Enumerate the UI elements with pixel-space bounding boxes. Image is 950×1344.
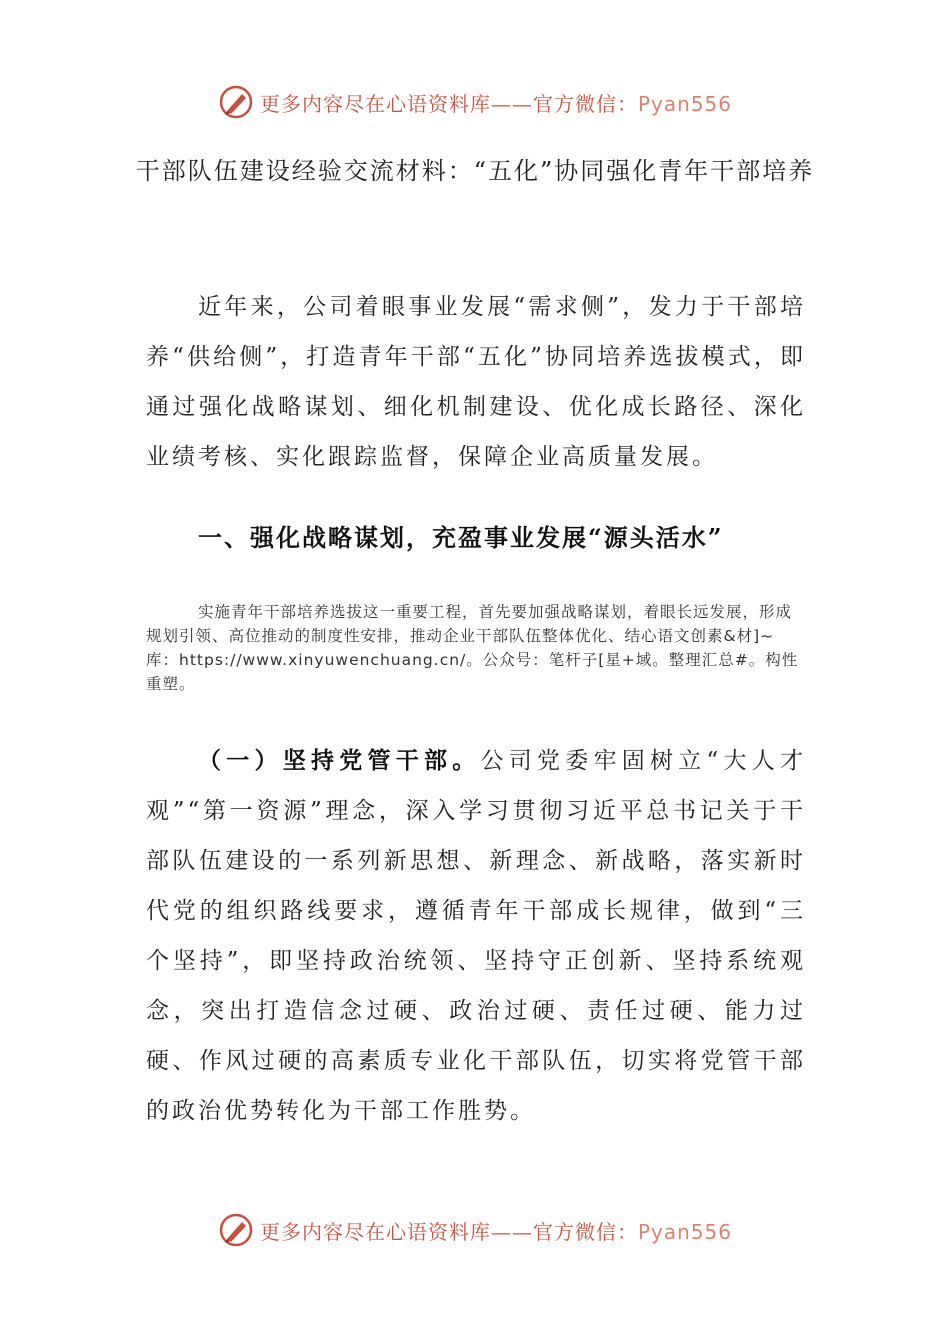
watermark-wechat-label: 官方微信： [532,1219,638,1244]
header-watermark-banner [0,80,950,124]
section-heading-1: 一、强化战略谋划，充盈事业发展“源头活水” [198,523,724,552]
watermark-dash: —— [490,1219,533,1244]
watermark-text [260,1216,732,1245]
subsection-lead: （一）坚持党管干部。 [198,747,481,774]
watermark-dash: —— [490,91,533,116]
footer-watermark-banner [0,1208,950,1252]
watermark-text [260,88,732,117]
pen-logo-icon [218,84,254,120]
subsection-paragraph-1 [146,736,806,1136]
pen-logo-icon [218,1212,254,1248]
watermark-wechat-id: Pyan556 [637,1219,732,1244]
subsection-body: 公司党委牢固树立“大人才观”“第一资源”理念，深入学习贯彻习近平总书记关于干部队伍建设的一系列新思想、新理念、新战略，落实新时代党的组织路线要求，遵循青年干部成长规律，做到“三个坚持”，即坚持政治统领、坚持守正创新、坚持系统观念，突出打造信念过硬、政治过硬、责任过硬、能力过硬、作风过硬的高素质专业化干部队伍，切实将党管干部的政治优势转化为干部工作胜势。 [146,748,807,1124]
watermark-wechat-label: 官方微信： [532,91,638,116]
watermark-brand: 更多内容尽在心语资料库 [259,91,491,116]
small-note-paragraph: 实施青年干部培养选拔这一重要工程，首先要加强战略谋划，着眼长远发展，形成规划引领、高位推动的制度性安排，推动企业干部队伍整体优化、结心语文创素&材]~库：https://www.xinyuwenchuang.cn/。公众号：笔杆子[星+域。整理汇总#。构性重塑。 [146,603,799,693]
document-title: 干部队伍建设经验交流材料：“五化”协同强化青年干部培养 [135,157,815,185]
watermark-wechat-id: Pyan556 [637,91,732,116]
watermark-brand: 更多内容尽在心语资料库 [259,1219,491,1244]
intro-paragraph: 近年来，公司着眼事业发展“需求侧”，发力于干部培养“供给侧”，打造青年干部“五化”协同培养选拔模式，即通过强化战略谋划、细化机制建设、优化成长路径、深化业绩考核、实化跟踪监督，保障企业高质量发展。 [146,294,806,470]
